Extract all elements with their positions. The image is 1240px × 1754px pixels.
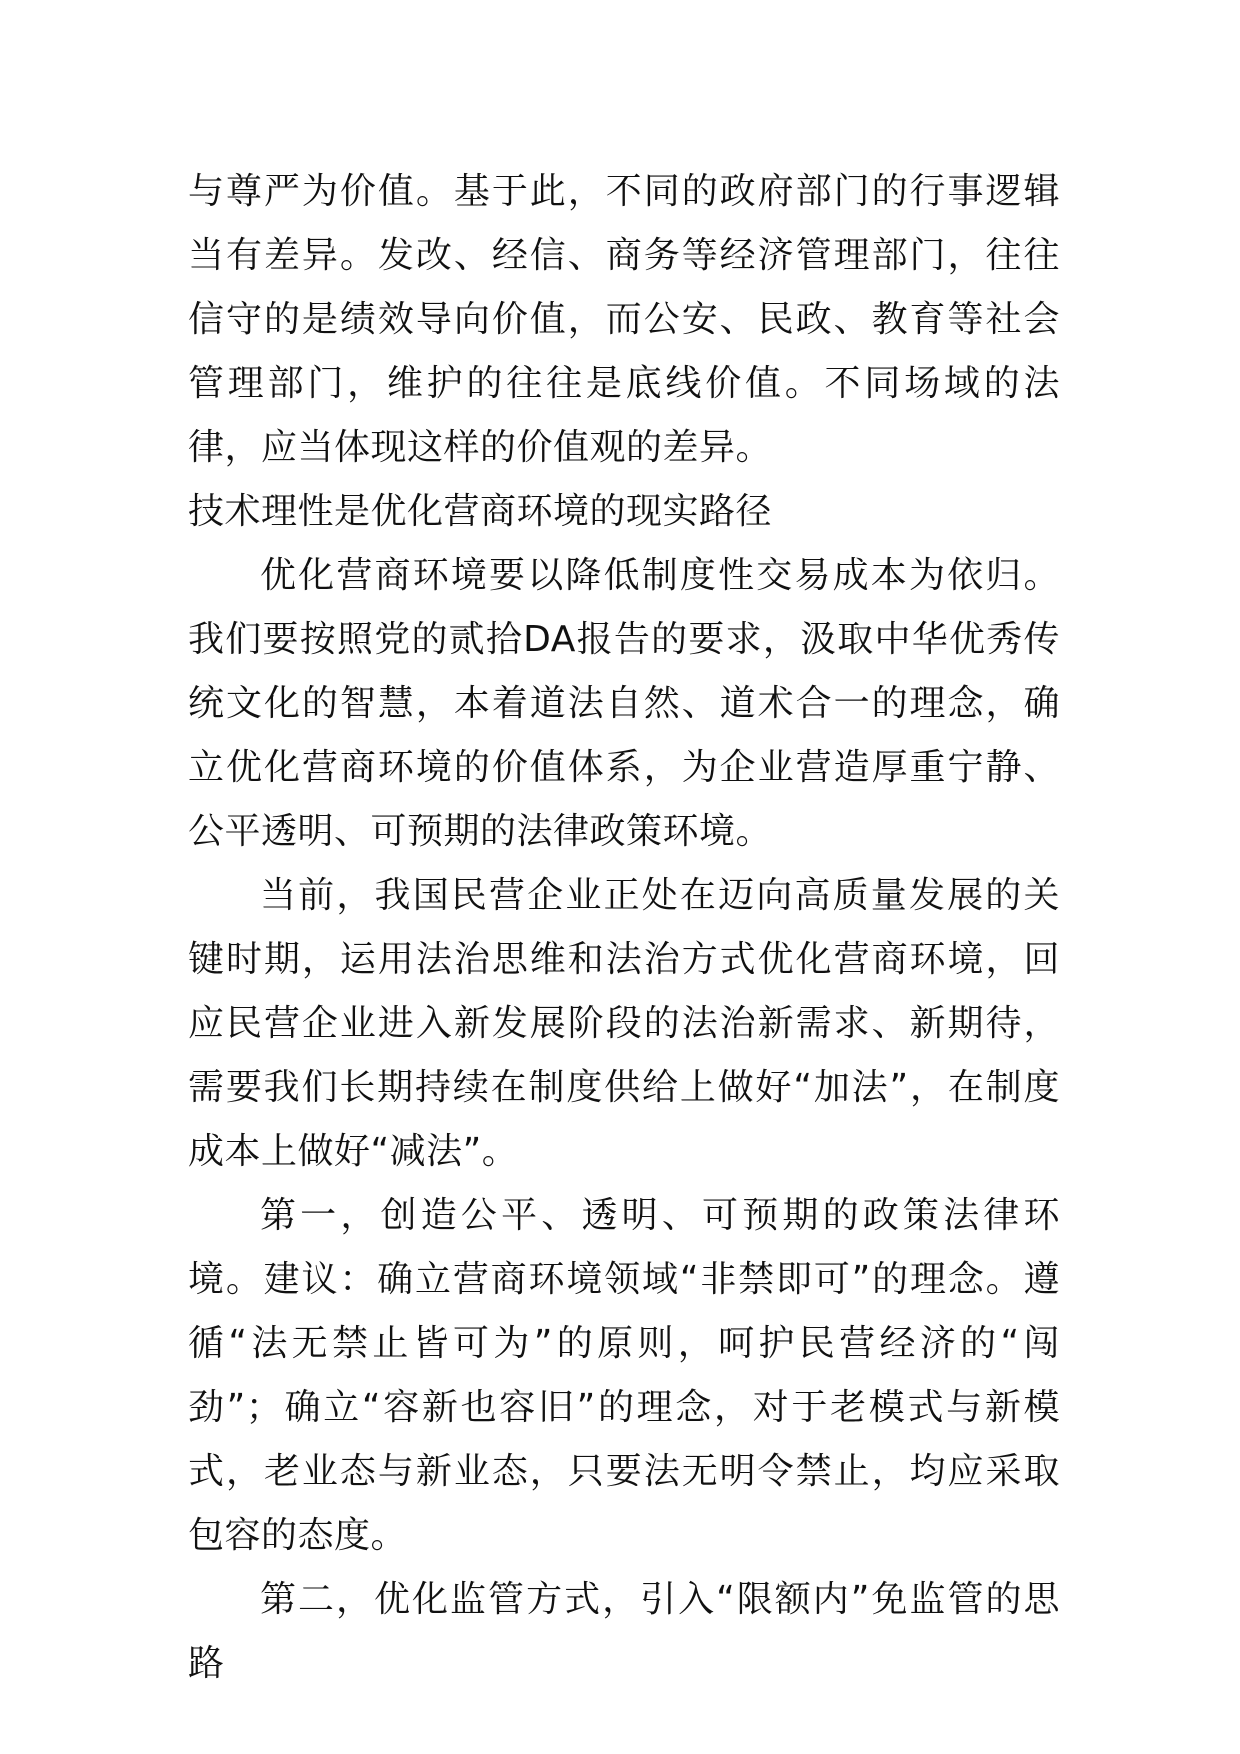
- paragraph-second-suggestion: 第二，优化监管方式，引入“限额内”免监管的思路: [188, 1579, 1060, 1684]
- paragraph-first-suggestion: 第一，创造公平、透明、可预期的政策法律环境。建议：确立营商环境领域“非禁即可”的理念。遵循“法无禁止皆可为”的原则，呵护民营经济的“闯劲”；确立“容新也容旧”的理念，对于老模式与新模式，老业态与新业态，只要法无明令禁止，均应采取包容的态度。: [188, 1195, 1060, 1556]
- document-body: [188, 160, 1060, 1696]
- paragraph-reduce-costs: 优化营商环境要以降低制度性交易成本为依归。我们要按照党的贰拾DA报告的要求，汲取中华优秀传统文化的智慧，本着道法自然、道术合一的理念，确立优化营商环境的价值体系，为企业营造厚重宁静、公平透明、可预期的法律政策环境。: [188, 555, 1060, 852]
- paragraph-private-enterprises: 当前，我国民营企业正处在迈向高质量发展的关键时期，运用法治思维和法治方式优化营商环境，回应民营企业进入新发展阶段的法治新需求、新期待，需要我们长期持续在制度供给上做好“加法”，在制度成本上做好“减法”。: [188, 875, 1060, 1172]
- section-heading: 技术理性是优化营商环境的现实路径: [188, 491, 773, 532]
- paragraph-value-differences: 与尊严为价值。基于此，不同的政府部门的行事逻辑当有差异。发改、经信、商务等经济管理部门，往往信守的是绩效导向价值，而公安、民政、教育等社会管理部门，维护的往往是底线价值。不同场域的法律，应当体现这样的价值观的差异。: [188, 171, 1060, 468]
